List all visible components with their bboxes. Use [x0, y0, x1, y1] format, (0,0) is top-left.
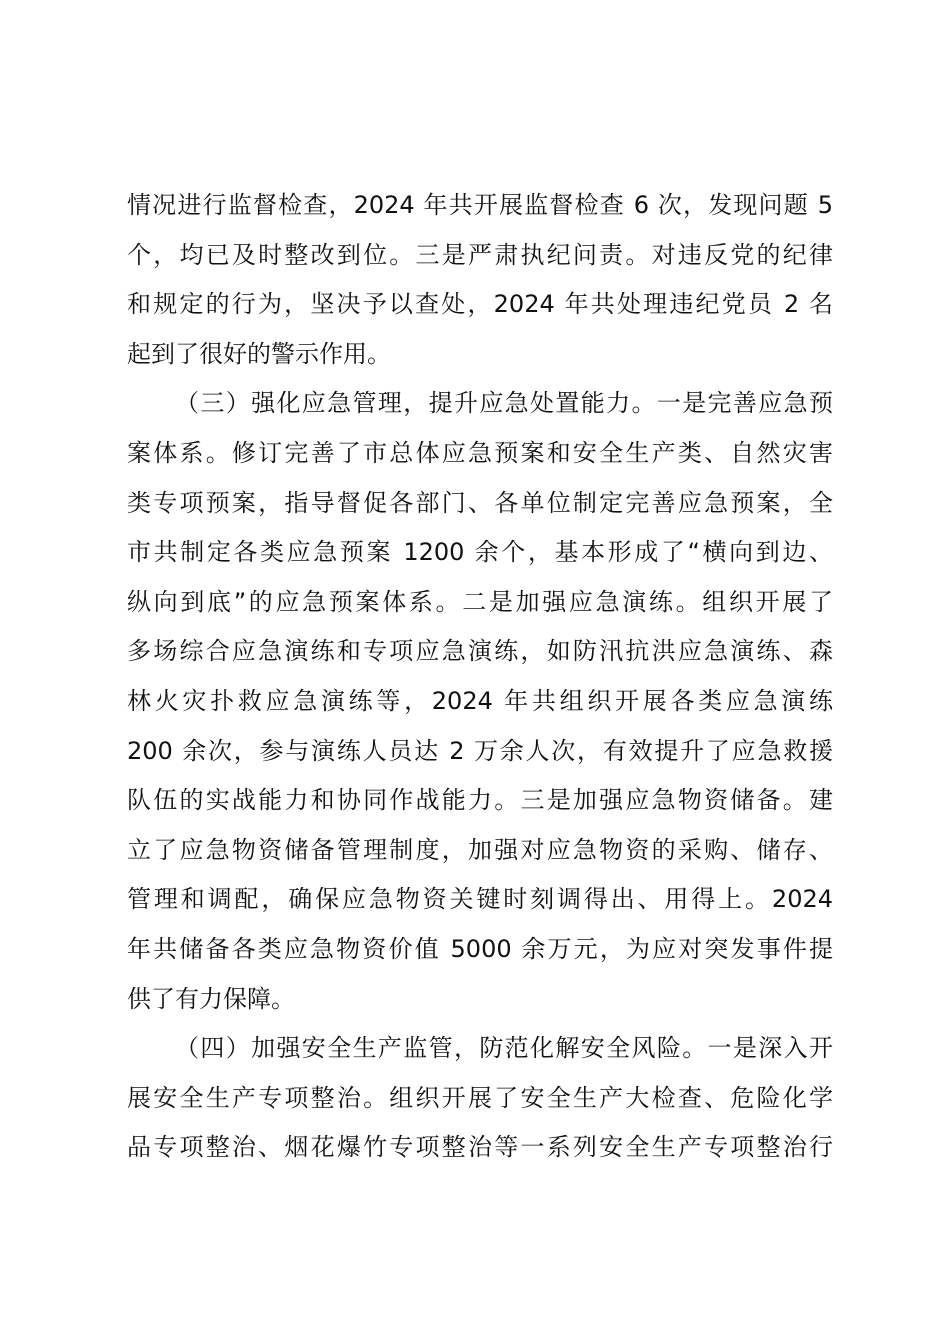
text-line: 品专项整治、烟花爆竹专项整治等一系列安全生产专项整治行 — [127, 1133, 833, 1162]
text-line: 案体系。修订完善了市总体应急预案和安全生产类、自然灾害 — [127, 438, 833, 467]
text-line: 多场综合应急演练和专项应急演练，如防汛抗洪应急演练、森 — [127, 637, 833, 666]
paragraph-emergency-management — [127, 379, 833, 1024]
text-line: 展安全生产专项整治。组织开展了安全生产大检查、危险化学 — [127, 1083, 833, 1112]
text-line: 队伍的实战能力和协同作战能力。三是加强应急物资储备。建 — [127, 786, 833, 815]
text-line: 供了有力保障。 — [127, 984, 295, 1013]
text-line: 年共储备各类应急物资价值 5000 余万元，为应对突发事件提 — [127, 934, 833, 963]
paragraph-safety-production — [127, 1024, 833, 1173]
paragraph-supervision — [127, 181, 833, 379]
text-line: 起到了很好的警示作用。 — [127, 339, 391, 368]
text-line: 市共制定各类应急预案 1200 余个，基本形成了“横向到边、 — [127, 538, 833, 567]
text-line: 情况进行监督检查，2024 年共开展监督检查 6 次，发现问题 5 — [127, 191, 833, 219]
document-body — [127, 181, 833, 1173]
text-line: 林火灾扑救应急演练等，2024 年共组织开展各类应急演练 — [127, 686, 833, 715]
text-line: 和规定的行为，坚决予以查处，2024 年共处理违纪党员 2 名 — [127, 290, 833, 319]
text-line: 立了应急物资储备管理制度，加强对应急物资的采购、储存、 — [127, 835, 833, 864]
text-line: 管理和调配，确保应急物资关键时刻调得出、用得上。2024 — [127, 885, 833, 914]
text-line: 类专项预案，指导督促各部门、各单位制定完善应急预案，全 — [127, 488, 833, 517]
text-line: 个，均已及时整改到位。三是严肃执纪问责。对违反党的纪律 — [127, 240, 833, 269]
text-line: 200 余次，参与演练人员达 2 万余人次，有效提升了应急救援 — [127, 736, 833, 765]
text-line: （三）强化应急管理，提升应急处置能力。一是完善应急预 — [175, 389, 833, 418]
text-line: 纵向到底”的应急预案体系。二是加强应急演练。组织开展了 — [127, 587, 833, 616]
text-line: （四）加强安全生产监管，防范化解安全风险。一是深入开 — [175, 1034, 833, 1063]
